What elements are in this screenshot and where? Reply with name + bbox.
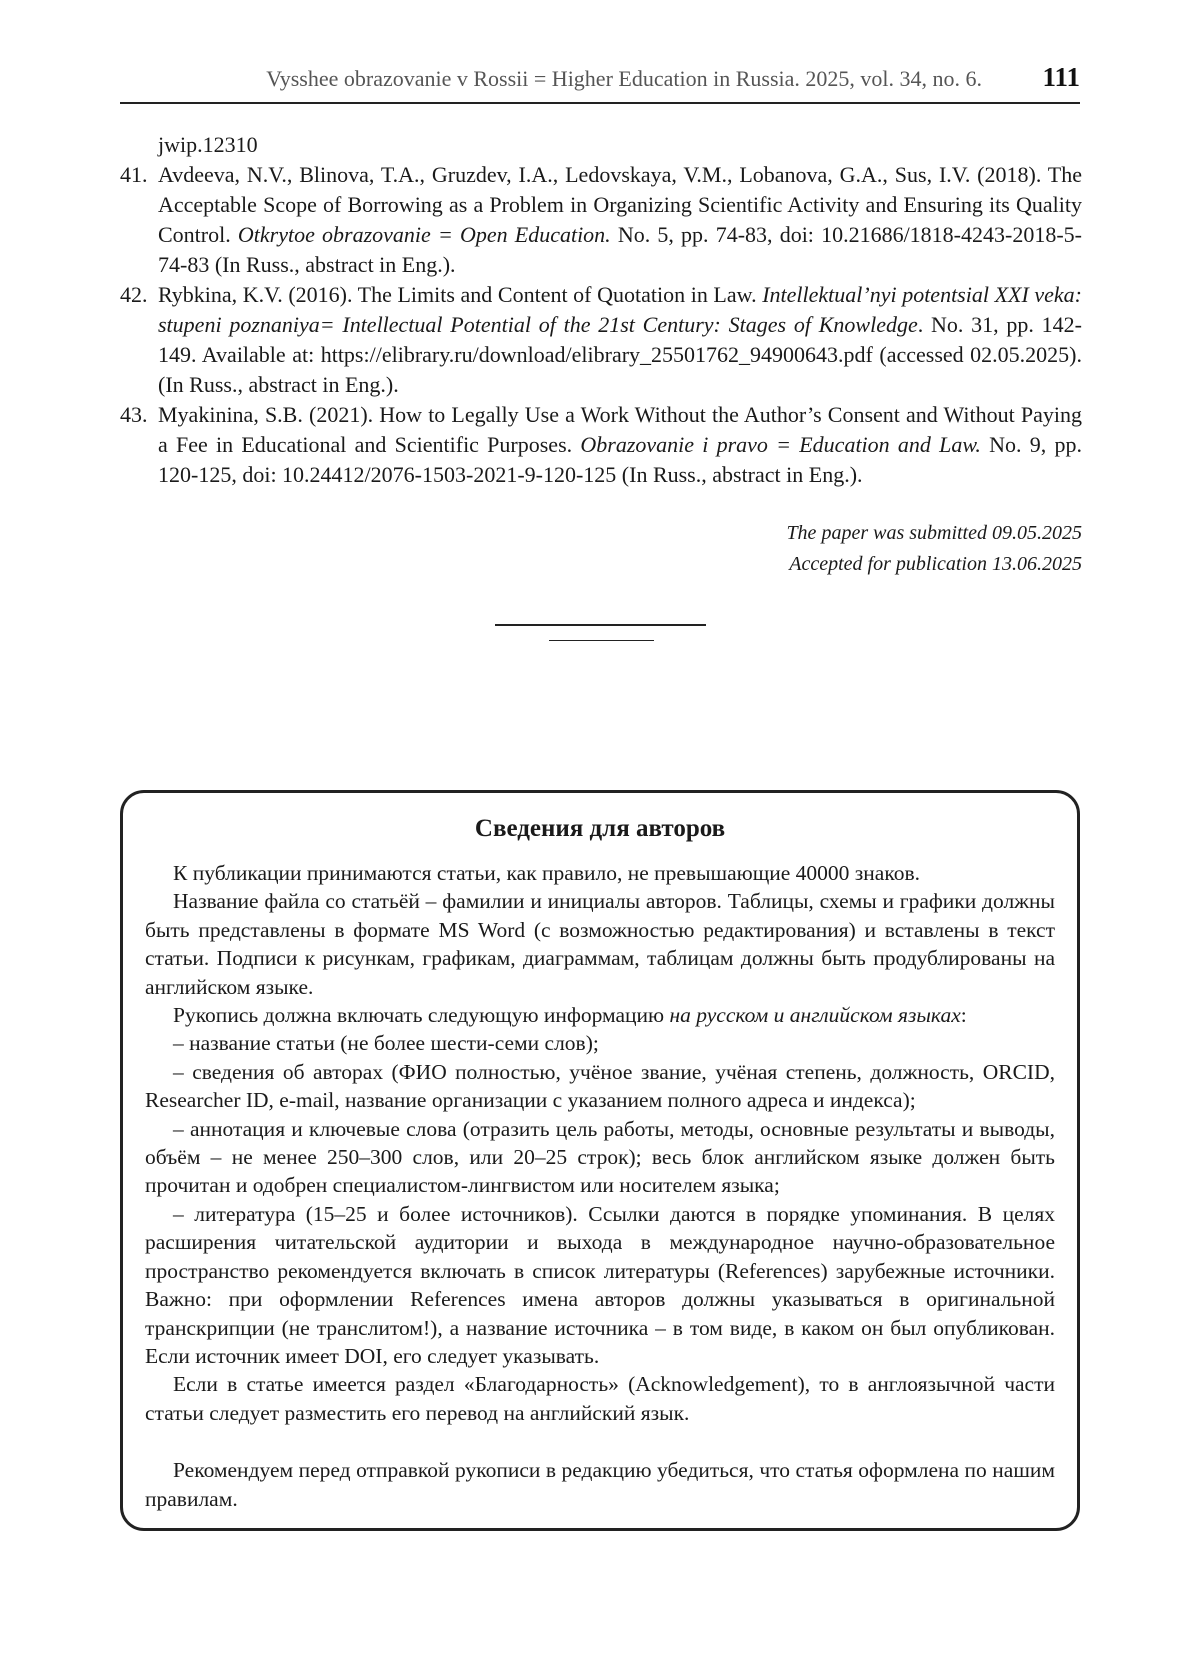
page-number: 111 [1042,62,1080,92]
submission-dates [786,518,1082,580]
reference-details: No. 9, pp. 120-125, doi: 10.24412/2076-1503-2021-9-120-125 (In Russ., abstract in Eng.). [158,432,1083,487]
reference-number: 43. [120,402,148,427]
end-divider-short [549,640,654,641]
reference-number: 41. [120,162,148,187]
reference-journal: Obrazovanie i pravo = Education and Law. [580,432,981,457]
languages-emphasis: на русском и английском языках [669,1003,961,1028]
authors-info-paragraph: К публикации принимаются статьи, как правило, не превышающие 40000 знаков. [173,861,920,885]
authors-info-box [120,790,1080,1531]
manuscript-intro: Рукопись должна включать следующую информацию [173,1003,670,1028]
reference-item [120,280,1082,400]
requirement-item: – аннотация и ключевые слова (отразить цель работы, методы, основные результаты и выводы, объём – не менее 250–300 слов, или 20–25 строк); весь блок английском языке должен быть прочитан и одобрен специалистом-лингвистом или носителем языка; [145,1116,1055,1198]
reference-item [120,400,1082,490]
reference-journal: Intellektual’nyi potentsial XXI veka: stupeni poznaniya= Intellectual Potential of the 21st Century: Stages of Knowledge [158,282,1083,337]
reference-text: Myakinina, S.B. (2021). How to Legally Use a Work Without the Author’s Consent and Without Paying a Fee in Educational and Scientific Purposes. [158,402,1082,457]
reference-text: Rybkina, K.V. (2016). The Limits and Content of Quotation in Law. [158,282,763,307]
reference-text: Avdeeva, N.V., Blinova, T.A., Gruzdev, I.A., Ledovskaya, V.M., Lobanova, G.A., Sus, I.V. (2018). The Acceptable Scope of Borrowing as a Problem in Organizing Scientific Activity and Ensuring its Quality Control. [158,162,1082,247]
submitted-date: The paper was submitted 09.05.2025 [786,522,1082,544]
end-divider-long [495,624,706,626]
reference-details: No. 5, pp. 74-83, doi: 10.21686/1818-4243-2018-5-74-83 (In Russ., abstract in Eng.). [158,222,1082,277]
reference-journal: Otkrytoe obrazovanie = Open Education. [237,222,611,247]
authors-info-paragraph: Название файла со статьёй – фамилии и инициалы авторов. Таблицы, схемы и графики должны быть представлены в формате MS Word (с возможностью редактирования) и вставлены в текст статьи. Подписи к рисункам, графикам, диаграммам, таблицам должны быть продублированы на английском языке. [145,889,1055,999]
requirement-item: – сведения об авторах (ФИО полностью, учёное звание, учёная степень, должность, ORCID, Researcher ID, e-mail, название организации с указанием полного адреса и индекса); [145,1059,1055,1113]
authors-info-body [145,859,1055,1513]
authors-info-closing: Рекомендуем перед отправкой рукописи в редакцию убедиться, что статья оформлена по нашим правилам. [145,1458,1055,1511]
reference-details: . No. 31, pp. 142-149. Available at: https://elibrary.ru/download/elibrary_25501762_94900643.pdf (accessed 02.05.2025). (In Russ., abstract in Eng.). [158,312,1083,397]
journal-citation: Vysshee obrazovanie v Rossii = Higher Education in Russia. 2025, vol. 34, no. 6. [266,66,982,91]
requirement-item: – литература (15–25 и более источников). Ссылки даются в порядке упоминания. В целях расширения читательской аудитории и выхода в международное научно-образовательное пространство рекомендуется включать в список литературы (References) зарубежные источники. Важно: при оформлении References имена авторов должны указываться в оригинальной транскрипции (не транслитом!), а название источника – в том виде, в каком он был опубликован. Если источник имеет DOI, его следует указывать. [145,1201,1055,1368]
requirement-item: – название статьи (не более шести-семи слов); [173,1031,599,1056]
reference-list [120,130,1082,490]
authors-info-paragraph [145,1001,1055,1029]
authors-info-title: Сведения для авторов [474,815,726,842]
accepted-date: Accepted for publication 13.06.2025 [789,553,1082,575]
authors-info-paragraph: Если в статье имеется раздел «Благодарность» (Acknowledgement), то в англоязычной части статьи следует разместить его перевод на английский язык. [145,1372,1055,1425]
reference-number: 42. [120,282,148,307]
manuscript-intro-colon: : [960,1003,967,1028]
reference-continuation: jwip.12310 [158,132,258,157]
running-header [120,62,1080,104]
reference-item [120,160,1082,280]
